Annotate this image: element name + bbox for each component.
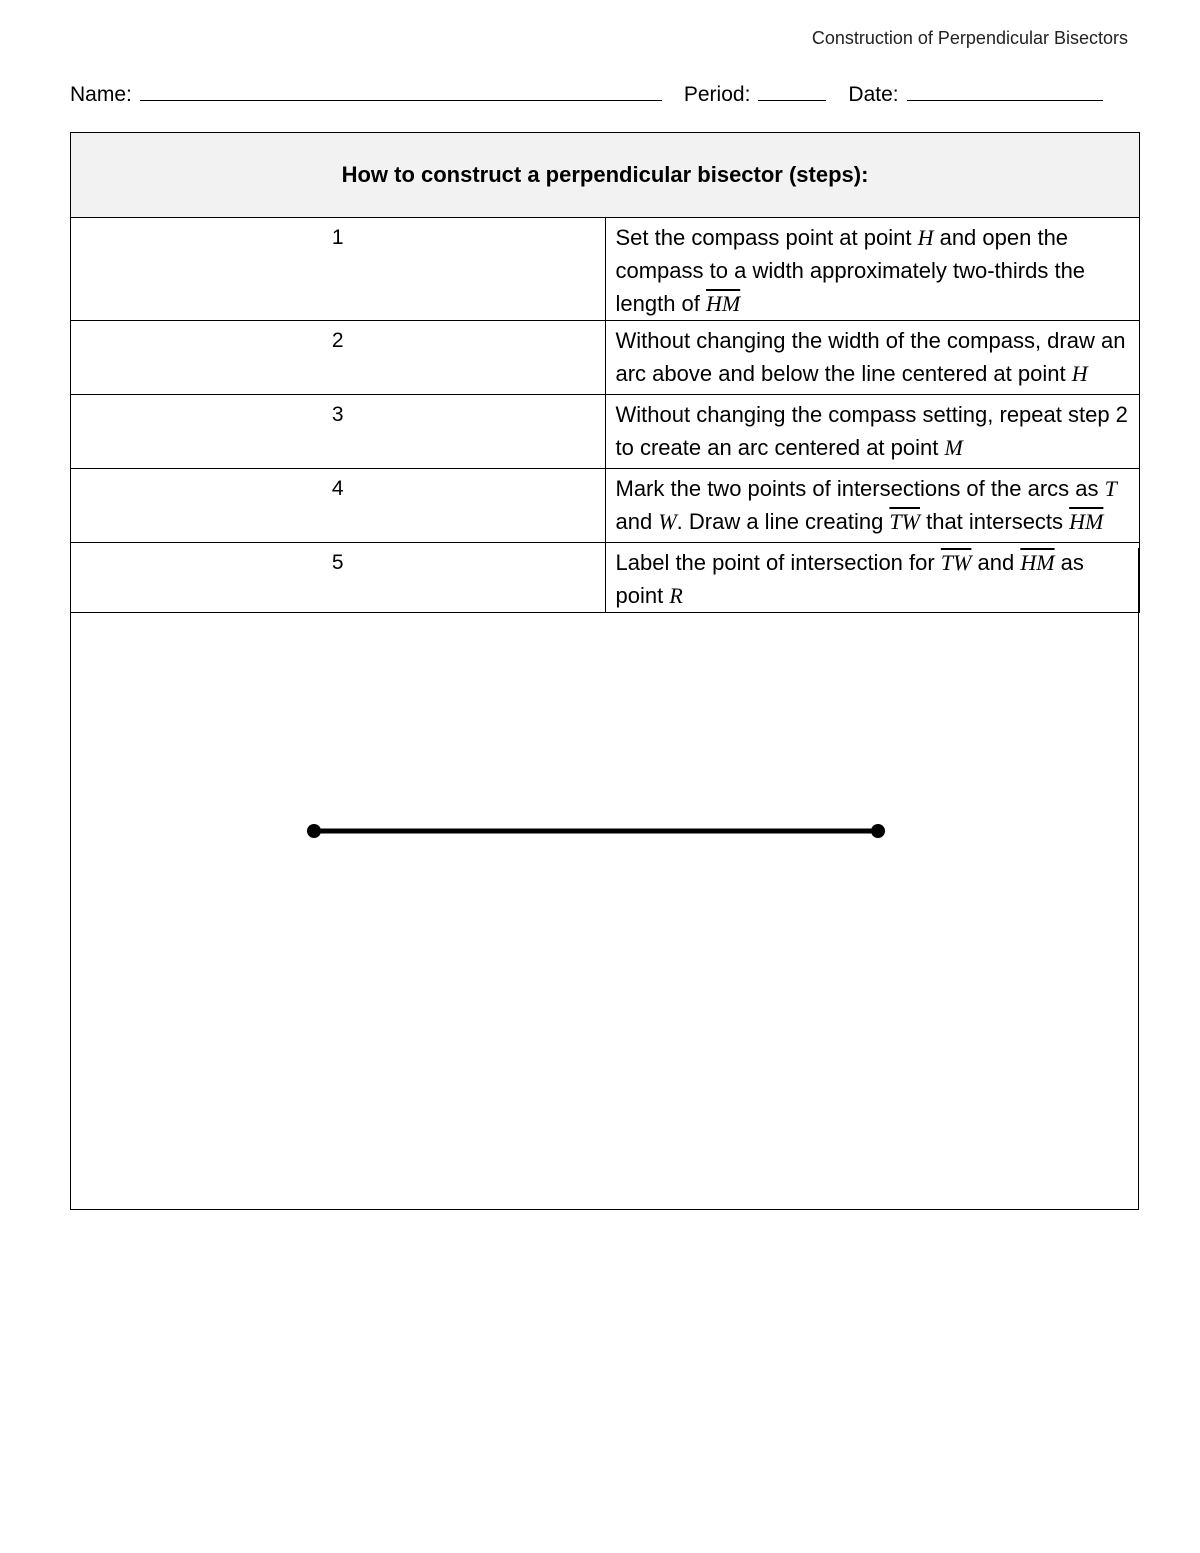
math-segment-tw: $\overline{TW}$ <box>940 550 972 575</box>
step-row <box>71 395 1140 469</box>
step-number: 2 <box>71 321 606 395</box>
segment-diagram <box>71 548 1138 1209</box>
step-text <box>605 218 1140 321</box>
period-blank[interactable] <box>758 82 826 101</box>
math-segment-tw: $\overline{TW}$ <box>889 509 920 534</box>
math-point-m: M <box>944 435 963 460</box>
endpoint-dot <box>307 824 321 838</box>
math-segment-hm: $\overline{HM}$ <box>706 291 741 316</box>
step-number: 5 <box>71 543 606 613</box>
step-row <box>71 469 1140 543</box>
math-point-t: T <box>1104 476 1117 501</box>
step-text-part: and <box>971 550 1021 575</box>
step-row <box>71 321 1140 395</box>
step-text-part: Mark the two points of intersections of the arcs as <box>615 476 1105 501</box>
date-label: Date: <box>848 83 899 106</box>
math-segment-hm: $\overline{HM}$ <box>1069 509 1104 534</box>
step-text-part: and open the compass to a width approximately two-thirds the length of <box>615 225 1086 316</box>
period-label: Period: <box>683 83 751 106</box>
step-text <box>605 321 1140 395</box>
math-point-w: W <box>658 509 677 534</box>
step-row <box>71 218 1140 321</box>
step-text-part: Label the point of intersection for <box>615 550 941 575</box>
page-header-title: Construction of Perpendicular Bisectors <box>811 28 1128 48</box>
name-label: Name: <box>70 83 132 106</box>
step-number: 4 <box>71 469 606 543</box>
name-blank[interactable] <box>140 82 662 101</box>
steps-heading: How to construct a perpendicular bisector (steps): <box>71 133 1140 218</box>
construction-drawing-area <box>70 548 1139 1210</box>
math-segment-hm: $\overline{HM}$ <box>1020 550 1055 575</box>
math-point-h: H <box>917 225 934 250</box>
math-point-r: R <box>669 583 683 608</box>
step-number: 3 <box>71 395 606 469</box>
step-text-part: as point <box>615 550 1084 608</box>
date-blank[interactable] <box>907 82 1103 101</box>
step-text-part: Set the compass point at point <box>615 225 918 250</box>
student-info-line <box>70 82 1130 107</box>
math-point-h: H <box>1071 361 1088 386</box>
step-text-part: Without changing the width of the compass, draw an arc above and below the line centered at point <box>615 328 1126 386</box>
step-number: 1 <box>71 218 606 321</box>
step-text-part: Without changing the compass setting, repeat step 2 to create an arc centered at point <box>615 402 1128 460</box>
step-text-part: . Draw a line creating <box>676 509 890 534</box>
step-text <box>605 469 1140 543</box>
steps-table <box>70 132 1140 613</box>
endpoint-dot <box>871 824 885 838</box>
step-text <box>605 395 1140 469</box>
step-text-part: and <box>615 509 659 534</box>
step-text-part: that intersects <box>919 509 1070 534</box>
